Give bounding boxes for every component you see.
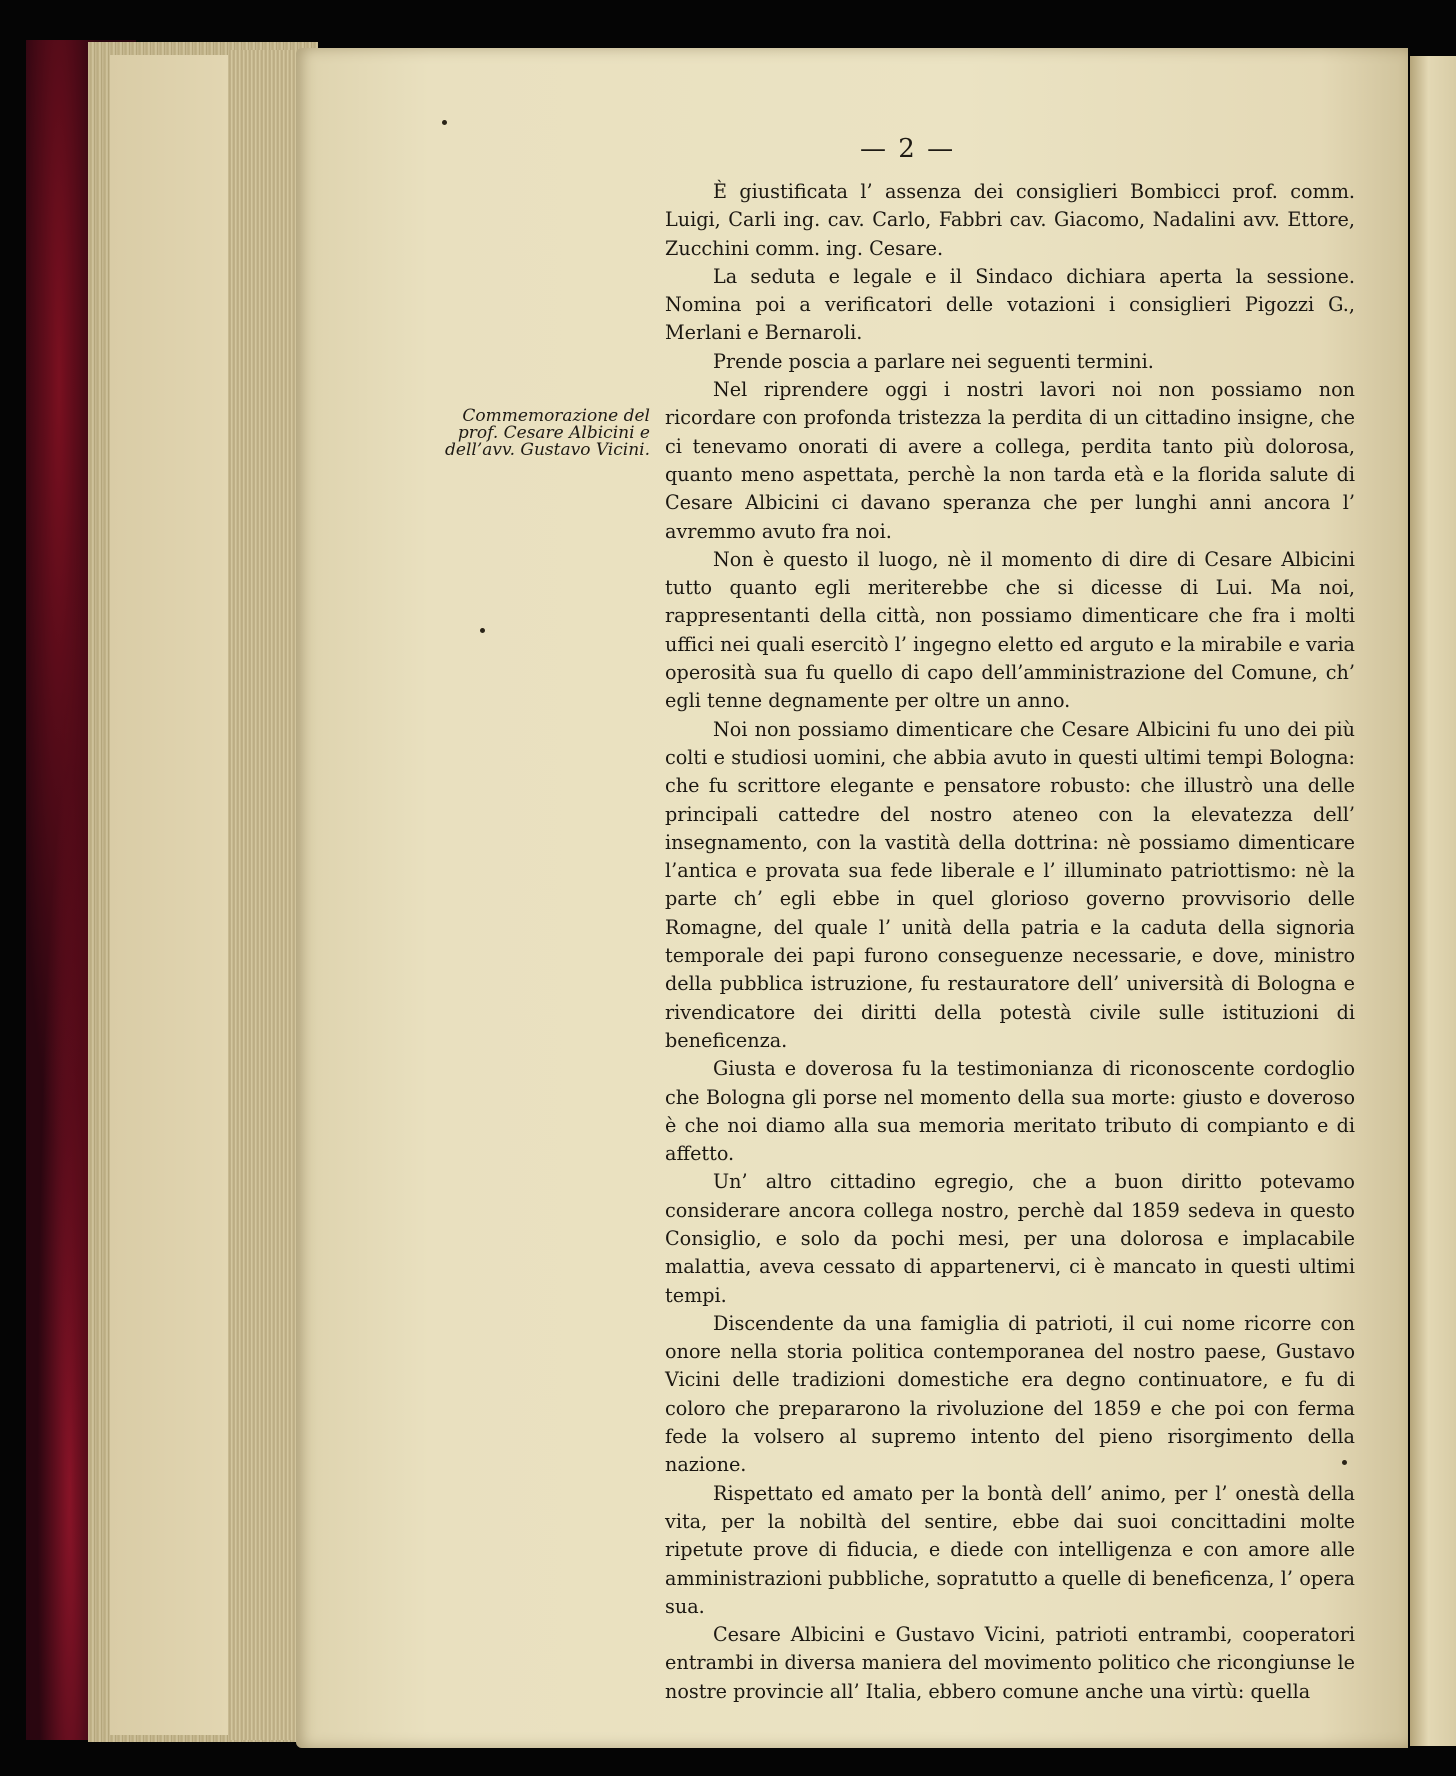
ink-speck: [1342, 1460, 1347, 1465]
paragraph: Cesare Albicini e Gustavo Vicini, patrioti entrambi, cooperatori entrambi in diversa maniera del movimento politico che ricongiunse le nostre provincie all’ Italia, ebbero comune anche una virtù: quella: [665, 1623, 1355, 1703]
ink-speck: [442, 120, 447, 125]
margin-note: Commemorazione del prof. Cesare Albicini e dell’avv. Gustavo Vicini.: [445, 406, 650, 460]
body-text: [665, 178, 1355, 1706]
paragraph: Giusta e doverosa fu la testimonianza di riconoscente cordoglio che Bologna gli porse nel momento della sua morte: giusto e doveroso è che noi diamo alla sua memoria meritato tributo di compianto e di affetto.: [665, 1057, 1355, 1166]
paragraph: Non è questo il luogo, nè il momento di dire di Cesare Albicini tutto quanto egli meriterebbe che si dicesse di Lui. Ma noi, rappresentanti della città, non possiamo dimenticare che fra i molti uffici nei quali esercitò l’ ingegno eletto ed arguto e la mirabile e varia operosità sua fu quello di capo dell’amministrazione del Comune, ch’ egli tenne degnamente per oltre un anno.: [665, 547, 1355, 713]
paragraph: Nel riprendere oggi i nostri lavori noi non possiamo non ricordare con profonda tristezza la perdita di un cittadino insigne, che ci tenevamo onorati di avere a collega, perdita tanto più dolorosa, quanto meno aspettata, perchè la non tarda età e la florida salute di Cesare Albicini ci davano speranza che per lunghi anni ancora l’ avremmo avuto fra noi.: [665, 378, 1355, 543]
running-head: — 2 —: [860, 134, 956, 164]
paragraph: Rispettato ed amato per la bontà dell’ animo, per l’ onestà della vita, per la nobiltà del sentire, ebbe dai suoi concittadini molte ripetute prove di fiducia, e diede con intelligenza e con amore alle amministrazioni pubbliche, sopratutto a quelle di beneficenza, l’ opera sua.: [665, 1481, 1355, 1618]
paragraph: È giustificata l’ assenza dei consiglieri Bombicci prof. comm. Luigi, Carli ing. cav. Carlo, Fabbri cav. Giacomo, Nadalini avv. Ettore, Zucchini comm. ing. Cesare.: [665, 180, 1355, 260]
paragraph: Noi non possiamo dimenticare che Cesare Albicini fu uno dei più colti e studiosi uomini, che abbia avuto in questi ultimi tempi Bologna: che fu scrittore elegante e pensatore robusto: che illustrò una delle principali cattedre del nostro ateneo con la elevatezza dell’ insegnamento, con la vastità della dottrina: nè possiamo dimenticare l’antica e provata sua fede liberale e l’ illuminato patriottismo: nè la parte ch’ egli ebbe in quel glorioso governo provvisorio delle Romagne, del quale l’ unità della patria e la caduta della signoria temporale dei papi furono conseguenze necessarie, e dove, ministro della pubblica istruzione, fu restauratore dell’ università di Bologna e rivendicatore dei diritti della potestà civile sulle istituzioni di beneficenza.: [665, 717, 1355, 1052]
paragraph: La seduta e legale e il Sindaco dichiara aperta la sessione. Nomina poi a verificatori delle votazioni i consiglieri Pigozzi G., Merlani e Bernaroli.: [665, 264, 1355, 345]
book-gutter: [228, 50, 298, 1740]
facing-page-edge: [1410, 56, 1456, 1746]
paragraph: Prende poscia a parlare nei seguenti termini.: [713, 349, 1154, 373]
paragraph: Un’ altro cittadino egregio, che a buon diritto potevamo considerare ancora collega nostro, perchè dal 1859 sedeva in questo Consiglio, e solo da pochi mesi, per una dolorosa e implacabile malattia, aveva cessato di appartenervi, ci è mancato in questi ultimi tempi.: [665, 1170, 1355, 1307]
ink-speck: [480, 628, 485, 633]
paragraph: Discendente da una famiglia di patrioti, il cui nome ricorre con onore nella storia politica contemporanea del nostro paese, Gustavo Vicini delle tradizioni domestiche era degno continuatore, e fu di coloro che prepararono la rivoluzione del 1859 e che poi con ferma fede la volsero al supremo intento del pieno risorgimento della nazione.: [665, 1311, 1355, 1477]
